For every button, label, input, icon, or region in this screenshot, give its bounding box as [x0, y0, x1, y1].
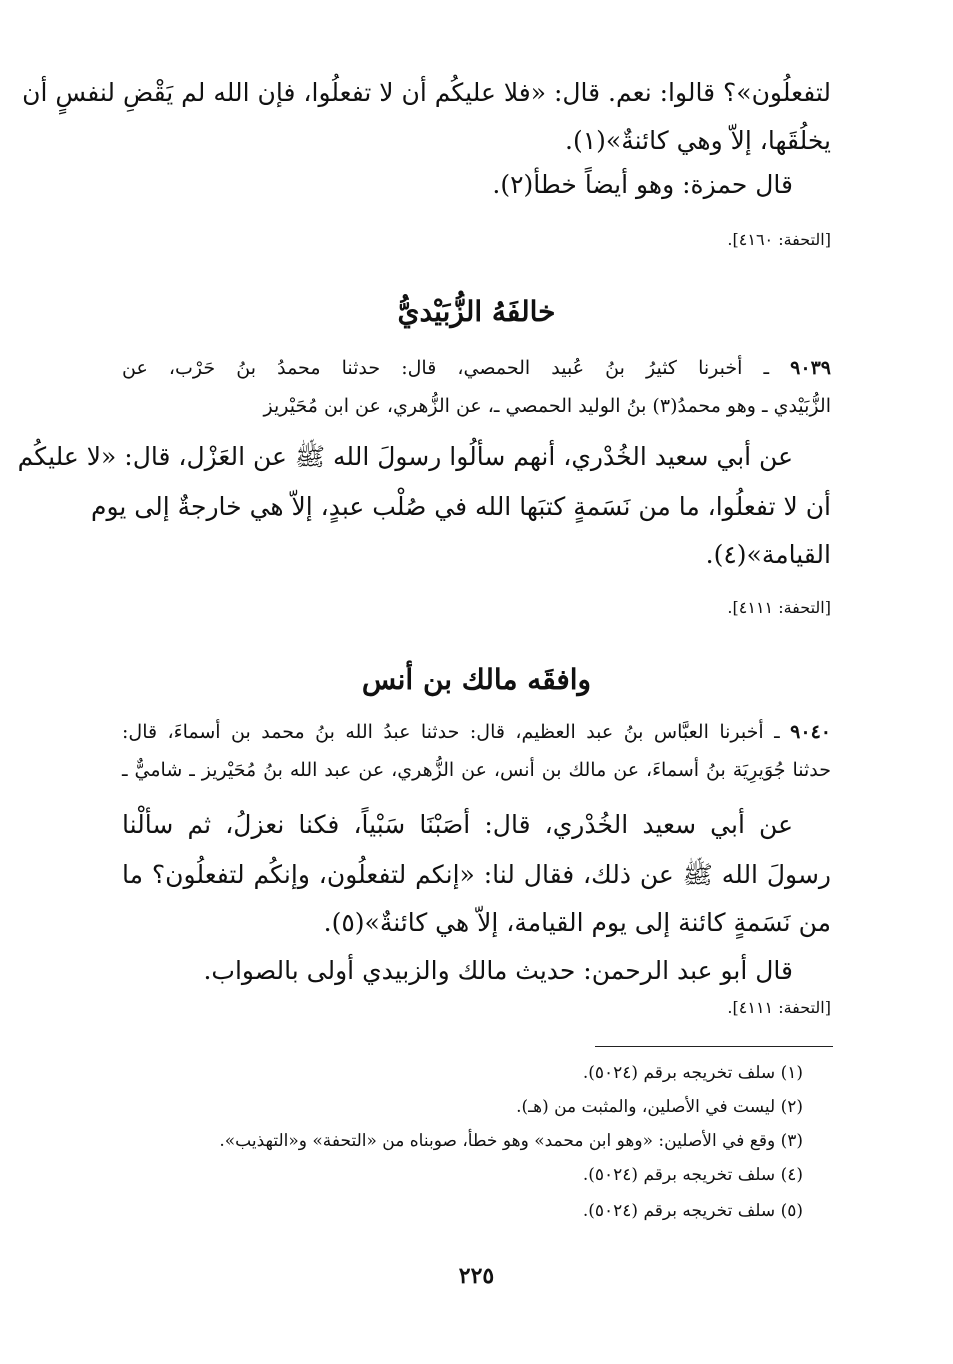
isnad-text: ـ أخبرنا كثيرُ بنُ عُبيد الحمصي، قال: حدثنا محمدُ بنُ حَرْب، عن — [122, 357, 770, 379]
matn-line: من نَسَمةٍ كائنة إلى يوم القيامة، إلاّ هي كائنةٌ»(٥). — [323, 908, 831, 937]
hadith-number: ٩٠٤٠ — [790, 721, 831, 743]
footnote: (٢) ليست في الأصلين، والمثبت من (هـ). — [516, 1097, 803, 1117]
footnote: (٥) سلف تخريجه برقم (٥٠٢٤). — [582, 1201, 803, 1221]
matn-line: رسولَ الله ﷺ عن ذلك، فقال لنا: «إنكم لتفعلُون، وإنكُم لتفعلُون؟ ما — [122, 860, 831, 889]
isnad-line — [122, 352, 831, 384]
isnad-line — [122, 716, 831, 748]
footnote-divider — [595, 1046, 833, 1047]
hadith-number: ٩٠٣٩ — [790, 357, 831, 379]
footnote: (٣) وقع في الأصلين: «وهو ابن محمد» وهو خطأ، صوبناه من «التحفة» و«التهذيب». — [219, 1131, 803, 1151]
section-heading: خالفَهُ الزُّبَيْديُّ — [397, 295, 556, 328]
footnote: (١) سلف تخريجه برقم (٥٠٢٤). — [582, 1063, 803, 1083]
isnad-text: ـ أخبرنا العبَّاس بنُ عبد العظيم، قال: حدثنا عبدُ الله بنُ محمد بن أسماءَ، قال: — [122, 721, 780, 743]
isnad-line: حدثنا جُوَيرِيَة بنُ أسماءَ، عن مالك بن أنس، عن الزُّهري، عن عبد الله بنُ مُحَيْريز ـ شاميٌّ ـ — [122, 759, 831, 781]
matn-line: أن لا تفعلُوا، ما من نَسَمةٍ كتبَها الله في صُلْب عبدٍ، إلاّ هي خارجةٌ إلى يوم — [90, 492, 831, 521]
text-line: يخلُقَها، إلاّ وهي كائنةٌ»(١). — [565, 126, 831, 155]
footnote: (٤) سلف تخريجه برقم (٥٠٢٤). — [582, 1165, 803, 1185]
tuhfa-reference: [التحفة: ٤١١١]. — [727, 598, 831, 617]
matn-line: عن أبي سعيد الخُدْري، قال: أصَبْنَا سَبْياً، فكنا نعزلُ، ثم سألْنا — [122, 810, 793, 839]
matn-line: القيامة»(٤). — [705, 540, 831, 569]
tuhfa-reference: [التحفة: ٤١٦٠]. — [727, 230, 831, 249]
text-line: قال حمزة: وهو أيضاً خطأ(٢). — [492, 170, 793, 199]
section-heading: وافقَه مالك بن أنس — [361, 663, 592, 696]
matn-line: عن أبي سعيد الخُدْري، أنهم سألُوا رسولَ الله ﷺ عن العَزْل، قال: «لا عليكُم — [17, 442, 793, 471]
tuhfa-reference: [التحفة: ٤١١١]. — [727, 998, 831, 1017]
text-line: لتفعلُون»؟ قالوا: نعم. قال: «فلا عليكُم أن لا تفعلُوا، فإن الله لم يَقْضِ لنفسٍ أن — [22, 78, 831, 107]
isnad-line: الزُّبَيْدي ـ وهو محمدُ(٣) بنُ الوليد الحمصي ـ، عن الزُّهري، عن ابن مُحَيْريز — [263, 395, 831, 417]
page-number: ٢٢٥ — [458, 1263, 495, 1289]
matn-line: قال أبو عبد الرحمن: حديث مالك والزبيدي أولى بالصواب. — [203, 956, 793, 985]
